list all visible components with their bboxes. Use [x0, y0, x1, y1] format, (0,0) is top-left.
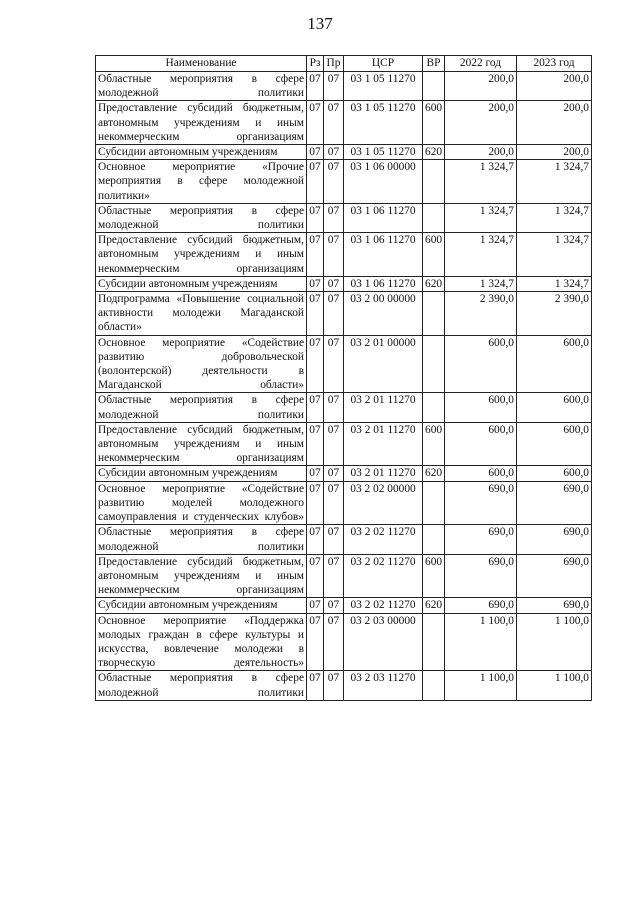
row-csr: 03 2 01 11270 [344, 466, 423, 481]
row-rz: 07 [307, 525, 324, 554]
row-pr: 07 [324, 481, 344, 525]
row-vr [423, 72, 445, 101]
row-value-2023: 1 324,7 [517, 276, 592, 291]
row-name: Основное мероприятие «Поддержка молодых граждан в сфере культуры и искусства, вовлечение молодежи в творческую деятельность» [96, 613, 307, 671]
row-csr: 03 2 01 11270 [344, 393, 423, 422]
table-row [96, 525, 592, 554]
row-vr [423, 160, 445, 204]
row-vr: 620 [423, 598, 445, 613]
row-value-2022: 1 324,7 [445, 203, 517, 232]
row-value-2022: 690,0 [445, 525, 517, 554]
row-vr [423, 335, 445, 393]
page-number: 137 [307, 14, 333, 33]
row-rz: 07 [307, 393, 324, 422]
row-value-2023: 690,0 [517, 554, 592, 598]
row-value-2023: 600,0 [517, 335, 592, 393]
row-pr: 07 [324, 160, 344, 204]
row-value-2022: 2 390,0 [445, 292, 517, 336]
row-pr: 07 [324, 203, 344, 232]
row-name: Предоставление субсидий бюджетным, автономным учреждениям и иным некоммерческим организациям [96, 422, 307, 466]
row-value-2022: 600,0 [445, 335, 517, 393]
row-name: Подпрограмма «Повышение социальной активности молодежи Магаданской области» [96, 292, 307, 336]
table-row [96, 160, 592, 204]
row-pr: 07 [324, 554, 344, 598]
row-value-2023: 1 324,7 [517, 233, 592, 277]
row-csr: 03 2 03 00000 [344, 613, 423, 671]
row-name: Основное мероприятие «Содействие развитию моделей молодежного самоуправления и студенческих клубов» [96, 481, 307, 525]
row-vr: 620 [423, 276, 445, 291]
row-rz: 07 [307, 335, 324, 393]
row-name: Предоставление субсидий бюджетным, автономным учреждениям и иным некоммерческим организациям [96, 554, 307, 598]
row-name: Основное мероприятие «Содействие развитию добровольческой (волонтерской) деятельности в Магаданской области» [96, 335, 307, 393]
header-vr: ВР [423, 56, 445, 72]
row-value-2022: 600,0 [445, 393, 517, 422]
row-csr: 03 1 05 11270 [344, 145, 423, 160]
row-value-2023: 690,0 [517, 481, 592, 525]
row-pr: 07 [324, 525, 344, 554]
row-vr: 620 [423, 145, 445, 160]
table-row [96, 393, 592, 422]
row-vr: 600 [423, 233, 445, 277]
row-name: Областные мероприятия в сфере молодежной политики [96, 393, 307, 422]
table-row [96, 335, 592, 393]
header-rz: Рз [307, 56, 324, 72]
row-value-2022: 690,0 [445, 554, 517, 598]
table-row [96, 466, 592, 481]
row-pr: 07 [324, 145, 344, 160]
header-2023: 2023 год [517, 56, 592, 72]
row-value-2023: 600,0 [517, 393, 592, 422]
row-name: Предоставление субсидий бюджетным, автономным учреждениям и иным некоммерческим организациям [96, 101, 307, 145]
row-vr [423, 671, 445, 700]
row-csr: 03 1 06 11270 [344, 276, 423, 291]
row-value-2022: 1 324,7 [445, 160, 517, 204]
row-vr [423, 525, 445, 554]
row-vr: 600 [423, 422, 445, 466]
row-csr: 03 1 06 00000 [344, 160, 423, 204]
row-pr: 07 [324, 233, 344, 277]
row-name: Областные мероприятия в сфере молодежной политики [96, 203, 307, 232]
row-csr: 03 2 02 11270 [344, 554, 423, 598]
row-name: Субсидии автономным учреждениям [96, 598, 307, 613]
row-csr: 03 2 03 11270 [344, 671, 423, 700]
row-rz: 07 [307, 422, 324, 466]
table-row [96, 481, 592, 525]
row-pr: 07 [324, 671, 344, 700]
row-pr: 07 [324, 72, 344, 101]
table-row [96, 101, 592, 145]
table-row [96, 554, 592, 598]
row-rz: 07 [307, 233, 324, 277]
row-value-2022: 1 324,7 [445, 276, 517, 291]
row-pr: 07 [324, 466, 344, 481]
row-rz: 07 [307, 613, 324, 671]
row-name: Субсидии автономным учреждениям [96, 276, 307, 291]
table-row [96, 671, 592, 700]
row-value-2022: 690,0 [445, 598, 517, 613]
table-row [96, 145, 592, 160]
row-value-2022: 1 100,0 [445, 671, 517, 700]
table-row [96, 233, 592, 277]
row-vr: 600 [423, 554, 445, 598]
row-pr: 07 [324, 335, 344, 393]
row-csr: 03 2 01 00000 [344, 335, 423, 393]
row-value-2022: 1 100,0 [445, 613, 517, 671]
row-csr: 03 1 05 11270 [344, 72, 423, 101]
row-vr [423, 393, 445, 422]
row-name: Областные мероприятия в сфере молодежной политики [96, 72, 307, 101]
row-value-2023: 690,0 [517, 525, 592, 554]
row-rz: 07 [307, 598, 324, 613]
row-vr: 620 [423, 466, 445, 481]
header-csr: ЦСР [344, 56, 423, 72]
row-rz: 07 [307, 466, 324, 481]
row-value-2022: 1 324,7 [445, 233, 517, 277]
row-pr: 07 [324, 422, 344, 466]
table-row [96, 613, 592, 671]
row-name: Субсидии автономным учреждениям [96, 145, 307, 160]
row-csr: 03 2 01 11270 [344, 422, 423, 466]
row-pr: 07 [324, 393, 344, 422]
row-value-2023: 2 390,0 [517, 292, 592, 336]
row-value-2022: 600,0 [445, 466, 517, 481]
row-name: Основное мероприятие «Прочие мероприятия в сфере молодежной политики» [96, 160, 307, 204]
row-rz: 07 [307, 481, 324, 525]
table-row [96, 203, 592, 232]
row-name: Областные мероприятия в сфере молодежной политики [96, 525, 307, 554]
row-value-2023: 600,0 [517, 422, 592, 466]
row-value-2023: 600,0 [517, 466, 592, 481]
table-row [96, 422, 592, 466]
row-vr [423, 481, 445, 525]
table-row [96, 72, 592, 101]
row-value-2022: 690,0 [445, 481, 517, 525]
row-csr: 03 1 05 11270 [344, 101, 423, 145]
row-value-2023: 1 324,7 [517, 160, 592, 204]
row-vr [423, 613, 445, 671]
row-value-2023: 1 100,0 [517, 671, 592, 700]
row-rz: 07 [307, 554, 324, 598]
row-csr: 03 1 06 11270 [344, 203, 423, 232]
row-value-2022: 200,0 [445, 101, 517, 145]
row-csr: 03 1 06 11270 [344, 233, 423, 277]
row-value-2022: 200,0 [445, 72, 517, 101]
row-value-2022: 600,0 [445, 422, 517, 466]
row-vr [423, 292, 445, 336]
row-rz: 07 [307, 145, 324, 160]
row-csr: 03 2 00 00000 [344, 292, 423, 336]
row-value-2022: 200,0 [445, 145, 517, 160]
row-pr: 07 [324, 613, 344, 671]
row-pr: 07 [324, 101, 344, 145]
row-vr [423, 203, 445, 232]
row-pr: 07 [324, 292, 344, 336]
row-pr: 07 [324, 598, 344, 613]
row-name: Областные мероприятия в сфере молодежной политики [96, 671, 307, 700]
row-csr: 03 2 02 11270 [344, 598, 423, 613]
row-rz: 07 [307, 72, 324, 101]
table-row [96, 598, 592, 613]
row-rz: 07 [307, 203, 324, 232]
row-rz: 07 [307, 276, 324, 291]
row-value-2023: 200,0 [517, 145, 592, 160]
table-header-row [96, 56, 592, 72]
row-name: Субсидии автономным учреждениям [96, 466, 307, 481]
row-vr: 600 [423, 101, 445, 145]
row-value-2023: 200,0 [517, 101, 592, 145]
header-2022: 2022 год [445, 56, 517, 72]
row-name: Предоставление субсидий бюджетным, автономным учреждениям и иным некоммерческим организациям [96, 233, 307, 277]
row-rz: 07 [307, 292, 324, 336]
budget-table [95, 55, 592, 701]
row-value-2023: 1 100,0 [517, 613, 592, 671]
row-csr: 03 2 02 00000 [344, 481, 423, 525]
row-rz: 07 [307, 671, 324, 700]
row-rz: 07 [307, 101, 324, 145]
row-value-2023: 200,0 [517, 72, 592, 101]
row-pr: 07 [324, 276, 344, 291]
row-csr: 03 2 02 11270 [344, 525, 423, 554]
row-value-2023: 1 324,7 [517, 203, 592, 232]
row-rz: 07 [307, 160, 324, 204]
header-pr: Пр [324, 56, 344, 72]
header-name: Наименование [96, 56, 307, 72]
row-value-2023: 690,0 [517, 598, 592, 613]
table-row [96, 276, 592, 291]
table-row [96, 292, 592, 336]
